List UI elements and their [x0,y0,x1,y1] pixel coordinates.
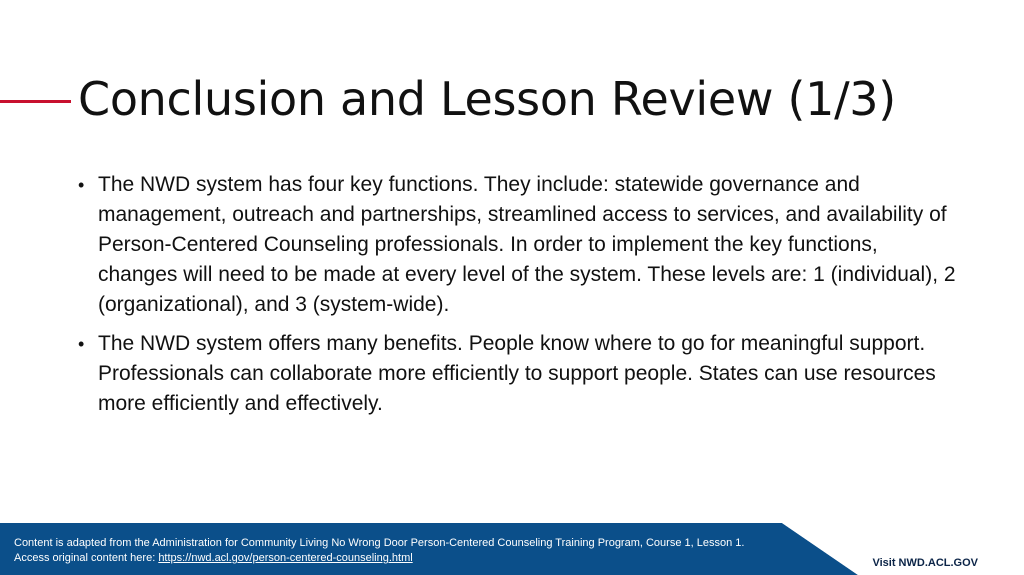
footer-access-line [14,551,744,566]
bullet-icon: • [78,334,85,354]
bullet-icon: • [78,175,85,195]
title-accent-line [0,100,71,103]
bullet-list [78,170,958,428]
slide-title: Conclusion and Lesson Review (1/3) [78,72,896,126]
footer-attribution-line: Content is adapted from the Administration for Community Living No Wrong Door Person-Centered Counseling Training Program, Course 1, Lesson 1. [14,537,745,549]
footer-attribution [14,536,744,566]
bullet-text: The NWD system has four key functions. They include: statewide governance and management, outreach and partnerships, streamlined access to services, and availability of Person-Centered Counseling professionals. In order to implement the key functions, changes will need to be made at every level of the system. These levels are: 1 (individual), 2 (organizational), and 3 (system-wide). [98,173,956,316]
original-content-link[interactable]: https://nwd.acl.gov/person-centered-counseling.html [158,552,413,564]
footer-access-label: Access original content here: [14,552,159,564]
bullet-item [78,170,958,320]
bullet-text: The NWD system offers many benefits. People know where to go for meaningful support. Professionals can collaborate more efficiently to support people. States can use resources more efficiently and effectively. [98,332,936,415]
visit-site-label[interactable]: Visit NWD.ACL.GOV [872,557,978,569]
bullet-item [78,329,958,419]
